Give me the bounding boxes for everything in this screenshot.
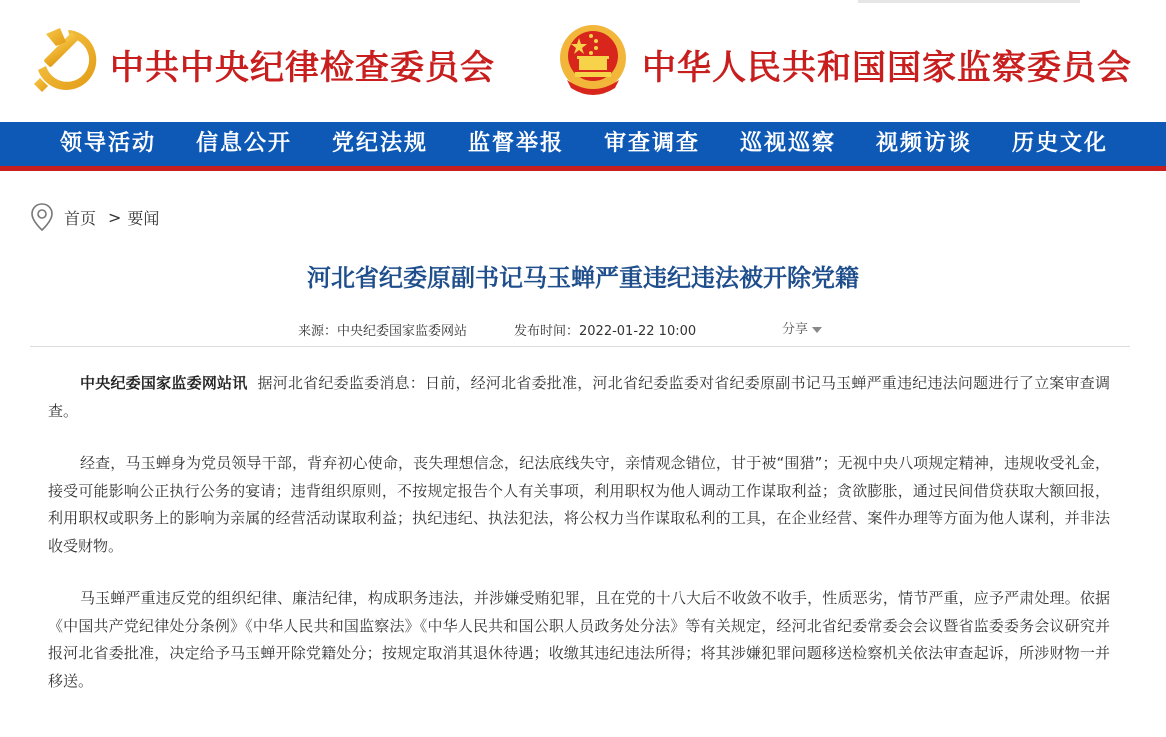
- nav-red-bar: [0, 166, 1166, 171]
- nav-item-info-disclosure[interactable]: 信息公开: [195, 130, 292, 156]
- share-button[interactable]: [782, 318, 822, 337]
- chevron-down-icon: [812, 327, 822, 333]
- site-header: [0, 0, 1166, 122]
- nav-item-investigation[interactable]: 审查调查: [603, 130, 700, 156]
- lead-source: 中央纪委国家监委网站讯: [80, 374, 248, 392]
- nav-item-report[interactable]: 监督举报: [467, 130, 564, 156]
- nav-item-regulations[interactable]: 党纪法规: [331, 130, 428, 156]
- article-meta: [0, 318, 1166, 338]
- party-emblem-icon[interactable]: [28, 24, 100, 96]
- meta-divider: [30, 346, 1130, 347]
- breadcrumb-separator: >: [108, 207, 122, 227]
- site-title-nsc[interactable]: 中华人民共和国国家监察委员会: [642, 48, 1132, 88]
- paragraph-3: 马玉蝉严重违反党的组织纪律、廉洁纪律，构成职务违法，并涉嫌受贿犯罪，且在党的十八大后不收敛不收手，性质恶劣，情节严重，应予严肃处理。依据《中国共产党纪律处分条例》《中华人民共和国监察法》《中华人民共和国公职人员政务处分法》等有关规定，经河北省纪委常委会会议暨省监委委务会议研究并报河北省委批准，决定给予马玉蝉开除党籍处分；按规定取消其退休待遇；收缴其违纪违法所得；将其涉嫌犯罪问题移送检察机关依法审查起诉，所涉财物一并移送。: [48, 589, 1110, 690]
- top-strip: [858, 0, 1080, 3]
- nav-item-video[interactable]: 视频访谈: [875, 130, 972, 156]
- article-body: [48, 370, 1110, 720]
- paragraph-1-text: 据河北省纪委监委消息：日前，经河北省委批准，河北省纪委监委对省纪委原副书记马玉蝉严重违纪违法问题进行了立案审查调查。: [48, 374, 1110, 420]
- nav-item-history[interactable]: 历史文化: [1011, 130, 1108, 156]
- article-title: 河北省纪委原副书记马玉蝉严重违纪违法被开除党籍: [307, 264, 859, 292]
- paragraph-2: 经查，马玉蝉身为党员领导干部，背弃初心使命，丧失理想信念，纪法底线失守，亲情观念错位，甘于被“围猎”；无视中央八项规定精神，违规收受礼金，接受可能影响公正执行公务的宴请；违背组织原则，不按规定报告个人有关事项，利用职权为他人调动工作谋取利益；贪欲膨胀，通过民间借贷获取大额回报，利用职权或职务上的影响为亲属的经营活动谋取利益；执纪违纪、执法犯法，将公权力当作谋取私利的工具，在企业经营、案件办理等方面为他人谋利，并非法收受财物。: [48, 454, 1110, 555]
- main-nav: [0, 122, 1166, 166]
- share-label: 分享: [782, 322, 809, 337]
- article-source: 来源：中央纪委国家监委网站: [298, 324, 468, 339]
- nav-item-inspection[interactable]: 巡视巡察: [739, 130, 836, 156]
- breadcrumb: [30, 202, 159, 232]
- national-emblem-icon[interactable]: [557, 22, 629, 96]
- location-pin-icon: [30, 202, 54, 232]
- breadcrumb-current[interactable]: 要闻: [127, 208, 160, 228]
- nav-item-leadership[interactable]: 领导活动: [59, 130, 156, 156]
- breadcrumb-home[interactable]: 首页: [64, 208, 97, 228]
- paragraph-1: [48, 370, 1110, 425]
- site-title-cpc[interactable]: 中共中央纪律检查委员会: [110, 48, 495, 88]
- article-time: 发布时间：2022-01-22 10:00: [514, 324, 697, 339]
